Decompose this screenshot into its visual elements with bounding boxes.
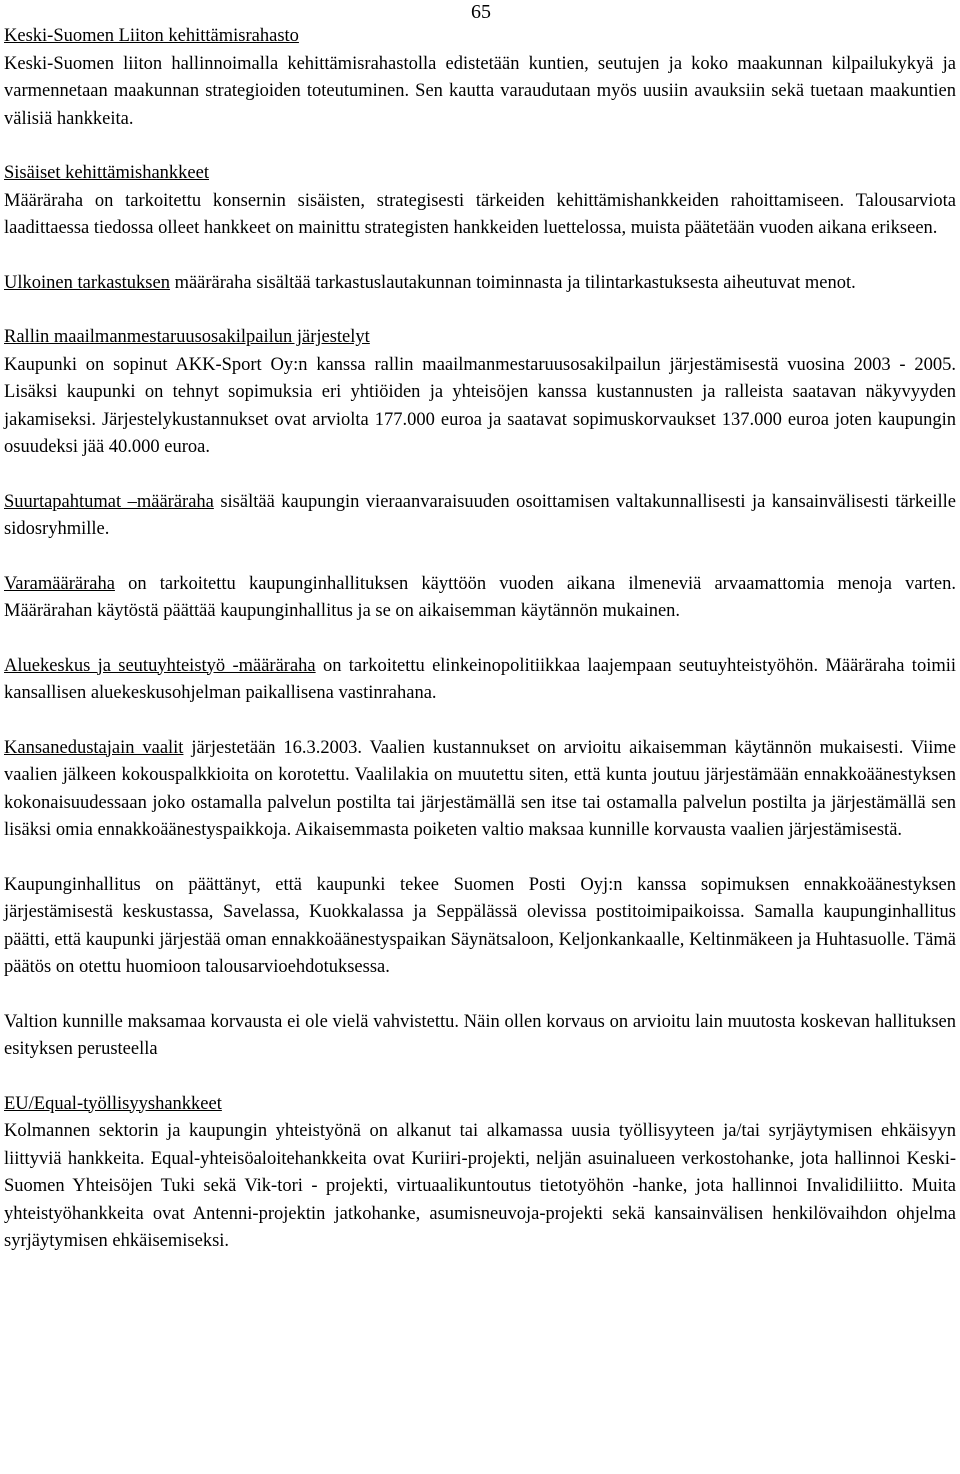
document-section (4, 160, 956, 243)
section-paragraph (4, 1009, 956, 1064)
paragraph-spacer (4, 845, 956, 872)
section-paragraph (4, 735, 956, 845)
section-body-text: Keski-Suomen liiton hallinnoimalla kehittämisrahastolla edistetään kuntien, seutujen ja koko maakunnan kilpailukykyä ja varmennetaan maakunnan strategioiden toteutuminen. Sen kautta varaudutaan myös uusiin avauksiin sekä tuetaan maakuntien välisiä hankkeita. (4, 53, 956, 129)
section-body-text: Määräraha on tarkoitettu konsernin sisäisten, strategisesti tärkeiden kehittämishankkeiden rahoittamiseen. Talousarviota laadittaessa tiedossa olleet hankkeet on mainittu strategisten hankkeiden luettelossa, muista päätetään vuoden aikana erikseen. (4, 190, 956, 238)
paragraph-spacer (4, 462, 956, 489)
section-paragraph (4, 489, 956, 544)
section-body-text: on tarkoitettu elinkeinopolitiikkaa laajempaan seutuyhteistyöhön. Määräraha toimii kansallisen aluekeskusohjelman paikallisena vastinrahana. (4, 655, 957, 703)
document-section (4, 735, 956, 845)
paragraph-spacer (4, 708, 956, 735)
section-heading: EU/Equal-työllisyyshankkeet (4, 1093, 222, 1114)
document-section (4, 270, 956, 298)
section-body-text: Kaupunginhallitus on päättänyt, että kaupunki tekee Suomen Posti Oyj:n kanssa sopimuksen ennakkoäänestyksen järjestämisestä keskustassa, Savelassa, Kuokkalassa ja Seppälässä olevissa postitoimipaikoissa. Samalla kaupunginhallitus päätti, että kaupunki järjestää oman ennakkoäänestyspaikan Säynätsaloon, Keljonkankaalle, Keltinmäkeen ja Huhtasuolle. Tämä päätös on otettu huomioon talousarvioehdotuksessa. (4, 874, 956, 977)
paragraph-spacer (4, 626, 956, 653)
document-section (4, 872, 956, 982)
paragraph-spacer (4, 544, 956, 571)
section-heading: Sisäiset kehittämishankkeet (4, 163, 209, 183)
section-paragraph (4, 270, 956, 298)
section-heading: Keski-Suomen Liiton kehittämisrahasto (4, 26, 299, 46)
paragraph-spacer (4, 1064, 956, 1091)
section-body-text: määräraha sisältää tarkastuslautakunnan toiminnasta ja tilintarkastuksesta aiheutuvat menot. (174, 272, 856, 293)
section-body-text: on tarkoitettu kaupunginhallituksen käyttöön vuoden aikana ilmeneviä arvaamattomia menoja varten. Määrärahan käytöstä päättää kaupunginhallitus ja se on aikaisemman käytännön mukainen. (4, 573, 957, 621)
section-body-text: Kolmannen sektorin ja kaupungin yhteistyönä on alkanut tai alkamassa uusia työllisyyteen ja/tai syrjäytymisen ehkäisyyn liittyviä hankkeita. Equal-yhteisöaloitehankkeita ovat Kuriiri-projekti, neljän asuinalueen verkostohanke, jota hallinnoi Keski-Suomen Yhteisöjen Tuki sekä Vik-tori - projekti, virtuaalikuntoutus tietotyöhön -hanke, jota hallinnoi Invalidiliitto. Muita yhteistyöhankkeita ovat Antenni-projektin jatkohanke, asumisneuvoja-projekti sekä kansainvälisen henkilövaihdon ohjelma syrjäytymisen ehkäisemiseksi. (4, 1121, 956, 1251)
document-section (4, 324, 956, 462)
section-heading: Rallin maailmanmestaruusosakilpailun järjestelyt (4, 327, 370, 347)
section-heading: Varamääräraha (4, 573, 115, 594)
section-paragraph (4, 872, 956, 982)
document-section (4, 1091, 956, 1256)
document-section (4, 489, 956, 544)
section-body-text: Valtion kunnille maksamaa korvausta ei ole vielä vahvistettu. Näin ollen korvaus on arvioitu lain muutosta koskevan hallituksen esityksen perusteella (4, 1011, 956, 1059)
section-paragraph (4, 352, 956, 462)
section-heading: Ulkoinen tarkastuksen (4, 272, 170, 293)
paragraph-spacer (4, 243, 956, 270)
document-section (4, 23, 956, 133)
section-paragraph (4, 571, 956, 626)
section-paragraph (4, 51, 956, 134)
document-body (4, 23, 956, 1256)
section-heading: Aluekeskus ja seutuyhteistyö -määräraha (4, 655, 316, 676)
paragraph-spacer (4, 297, 956, 324)
document-section (4, 1009, 956, 1064)
section-heading: Kansanedustajain vaalit (4, 737, 184, 758)
section-paragraph (4, 653, 956, 708)
section-paragraph (4, 188, 956, 243)
document-section (4, 653, 956, 708)
section-heading: Suurtapahtumat –määräraha (4, 491, 214, 512)
page-number: 65 (471, 1, 491, 23)
document-section (4, 571, 956, 626)
paragraph-spacer (4, 982, 956, 1009)
section-paragraph (4, 1118, 956, 1256)
section-body-text: järjestetään 16.3.2003. Vaalien kustannukset on arvioitu aikaisemman käytännön mukaisesti. Viime vaalien jälkeen kokouspalkkioita on korotettu. Vaalilakia on muutettu siten, että kunta joutuu järjestämään ennakkoäänestyksen kokonaisuudessaan joko ostamalla palvelun postilta tai järjestämällä sen itse tai ostamalla palvelun postilta ja järjestämällä sen lisäksi omia ennakkoäänestyspaikkoja. Aikaisemmasta poiketen valtio maksaa kunnille korvausta vaalien järjestämisestä. (4, 737, 957, 840)
section-body-text: Kaupunki on sopinut AKK-Sport Oy:n kanssa rallin maailmanmestaruusosakilpailun järjestämisestä vuosina 2003 - 2005. Lisäksi kaupunki on tehnyt sopimuksia eri yhtiöiden ja yhteisöjen kanssa kustannusten ja ralleista saatavan näkyvyyden jakamiseksi. Järjestelykustannukset ovat arviolta 177.000 euroa ja saatavat sopimuskorvaukset 137.000 euroa joten kaupungin osuudeksi jää 40.000 euroa. (4, 354, 956, 457)
paragraph-spacer (4, 133, 956, 160)
section-body-text: sisältää kaupungin vieraanvaraisuuden osoittamisen valtakunnallisesti ja kansainvälisesti tärkeille sidosryhmille. (4, 491, 957, 539)
